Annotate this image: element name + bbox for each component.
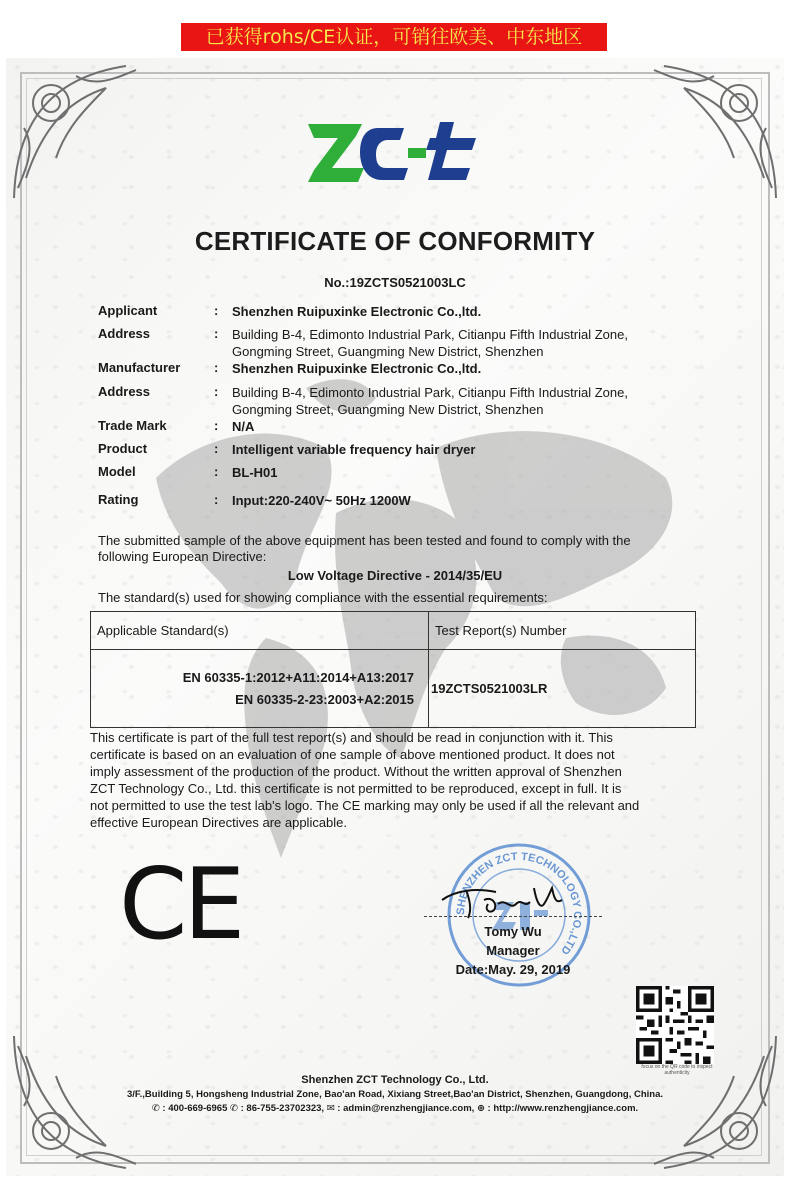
standard-item: EN 60335-1:2012+A11:2014+A13:2017 [182, 669, 414, 685]
applicant-address-value [232, 326, 702, 360]
disclaimer-text [90, 729, 700, 831]
manufacturer-label: Manufacturer [98, 360, 181, 375]
ce-mark-icon: CE [119, 848, 242, 962]
standards-intro: The standard(s) used for showing compliance with the essential requirements: [98, 590, 548, 605]
promo-banner: 已获得rohs/CE认证，可销往欧美、中东地区 [181, 23, 607, 51]
footer-address: 3/F.,Building 5, Hongsheng Industrial Zone, Bao'an Road, Xixiang Street,Bao'an District, Shenzhen, Guangdong, China. [126, 1089, 664, 1100]
top-left-ornament-icon [6, 58, 186, 208]
top-right-ornament-icon [604, 58, 784, 208]
statement-line: The submitted sample of the above equipment has been tested and found to comply with the [98, 533, 631, 548]
applicant-label: Applicant [98, 303, 158, 318]
address-line: Gongming Street, Guangming New District, Shenzhen [232, 402, 544, 417]
disclaimer-line: not permitted to use the test lab's logo. The CE marking may only be used if all the relevant and [90, 798, 640, 813]
applicant-value: Shenzhen Ruipuxinke Electronic Co.,ltd. [232, 304, 482, 319]
bottom-left-ornament-icon [6, 1026, 186, 1176]
product-value: Intelligent variable frequency hair dryer [232, 442, 476, 457]
directive-name: Low Voltage Directive - 2014/35/EU [287, 568, 503, 583]
table-header-cell: Test Report(s) Number [429, 612, 696, 650]
rating-value: Input:220-240V~ 50Hz 1200W [232, 493, 411, 508]
product-label: Product [98, 441, 148, 456]
certificate-paper [6, 58, 784, 1176]
address-label: Address [98, 326, 151, 341]
address-label: Address [98, 384, 151, 399]
disclaimer-line: imply assessment of the production of the product. Without the written approval of Shenzhen [90, 764, 622, 779]
disclaimer-line: This certificate is part of the full test report(s) and should be read in conjunction with it. This [90, 730, 613, 745]
field-colon: : [214, 464, 219, 479]
signer-title: Manager [486, 943, 540, 958]
zct-logo [308, 118, 484, 188]
signing-date: Date:May. 29, 2019 [455, 962, 571, 977]
disclaimer-line: effective European Directives are applicable. [90, 815, 348, 830]
field-colon: : [214, 492, 219, 507]
certificate-number: No.:19ZCTS0521003LC [324, 275, 466, 290]
disclaimer-line: ZCT Technology Co., Ltd. this certificate is not permitted to be reproduced, except in full. It is [90, 781, 622, 796]
report-number-cell: 19ZCTS0521003LR [429, 650, 696, 728]
field-colon: : [214, 326, 219, 341]
footer-contact: ✆ : 400-669-6965 ✆ : 86-755-23702323, ✉ : admin@renzhengjiance.com, ⊕ : http://www.renzhengjiance.com. [151, 1103, 639, 1114]
field-colon: : [214, 384, 219, 399]
address-line: Gongming Street, Guangming New District, Shenzhen [232, 344, 544, 359]
model-label: Model [98, 464, 136, 479]
field-colon: : [214, 303, 219, 318]
standards-table [90, 611, 696, 728]
standards-cell [91, 650, 429, 728]
manufacturer-value: Shenzhen Ruipuxinke Electronic Co.,ltd. [232, 361, 482, 376]
trade-mark-label: Trade Mark [98, 418, 167, 433]
trade-mark-value: N/A [232, 419, 255, 434]
stamp-text: SHENZHEN ZCT TECHNOLOGY CO.,LTD [454, 850, 584, 957]
footer-company: Shenzhen ZCT Technology Co., Ltd. [301, 1074, 489, 1086]
statement-line: following European Directive: [98, 549, 267, 564]
table-header-row [91, 612, 696, 650]
manufacturer-address-value [232, 384, 702, 418]
address-line: Building B-4, Edimonto Industrial Park, Citianpu Fifth Industrial Zone, [232, 327, 628, 342]
submitted-statement [98, 533, 708, 565]
field-colon: : [214, 360, 219, 375]
model-value: BL-H01 [232, 465, 278, 480]
qr-code-icon [636, 986, 714, 1064]
table-header-cell: Applicable Standard(s) [91, 612, 429, 650]
rating-label: Rating [98, 492, 139, 507]
address-line: Building B-4, Edimonto Industrial Park, Citianpu Fifth Industrial Zone, [232, 385, 628, 400]
signature-line [424, 916, 602, 917]
field-colon: : [214, 441, 219, 456]
signer-name: Tomy Wu [484, 924, 542, 939]
field-colon: : [214, 418, 219, 433]
standard-item: EN 60335-2-23:2003+A2:2015 [235, 691, 414, 707]
table-row [91, 650, 696, 728]
qr-caption: focus on the QR code to inspect authenticity [641, 1064, 713, 1076]
certificate-title: CERTIFICATE OF CONFORMITY [194, 226, 596, 256]
disclaimer-line: certificate is based on an evaluation of one sample of above mentioned product. It does not [90, 747, 615, 762]
